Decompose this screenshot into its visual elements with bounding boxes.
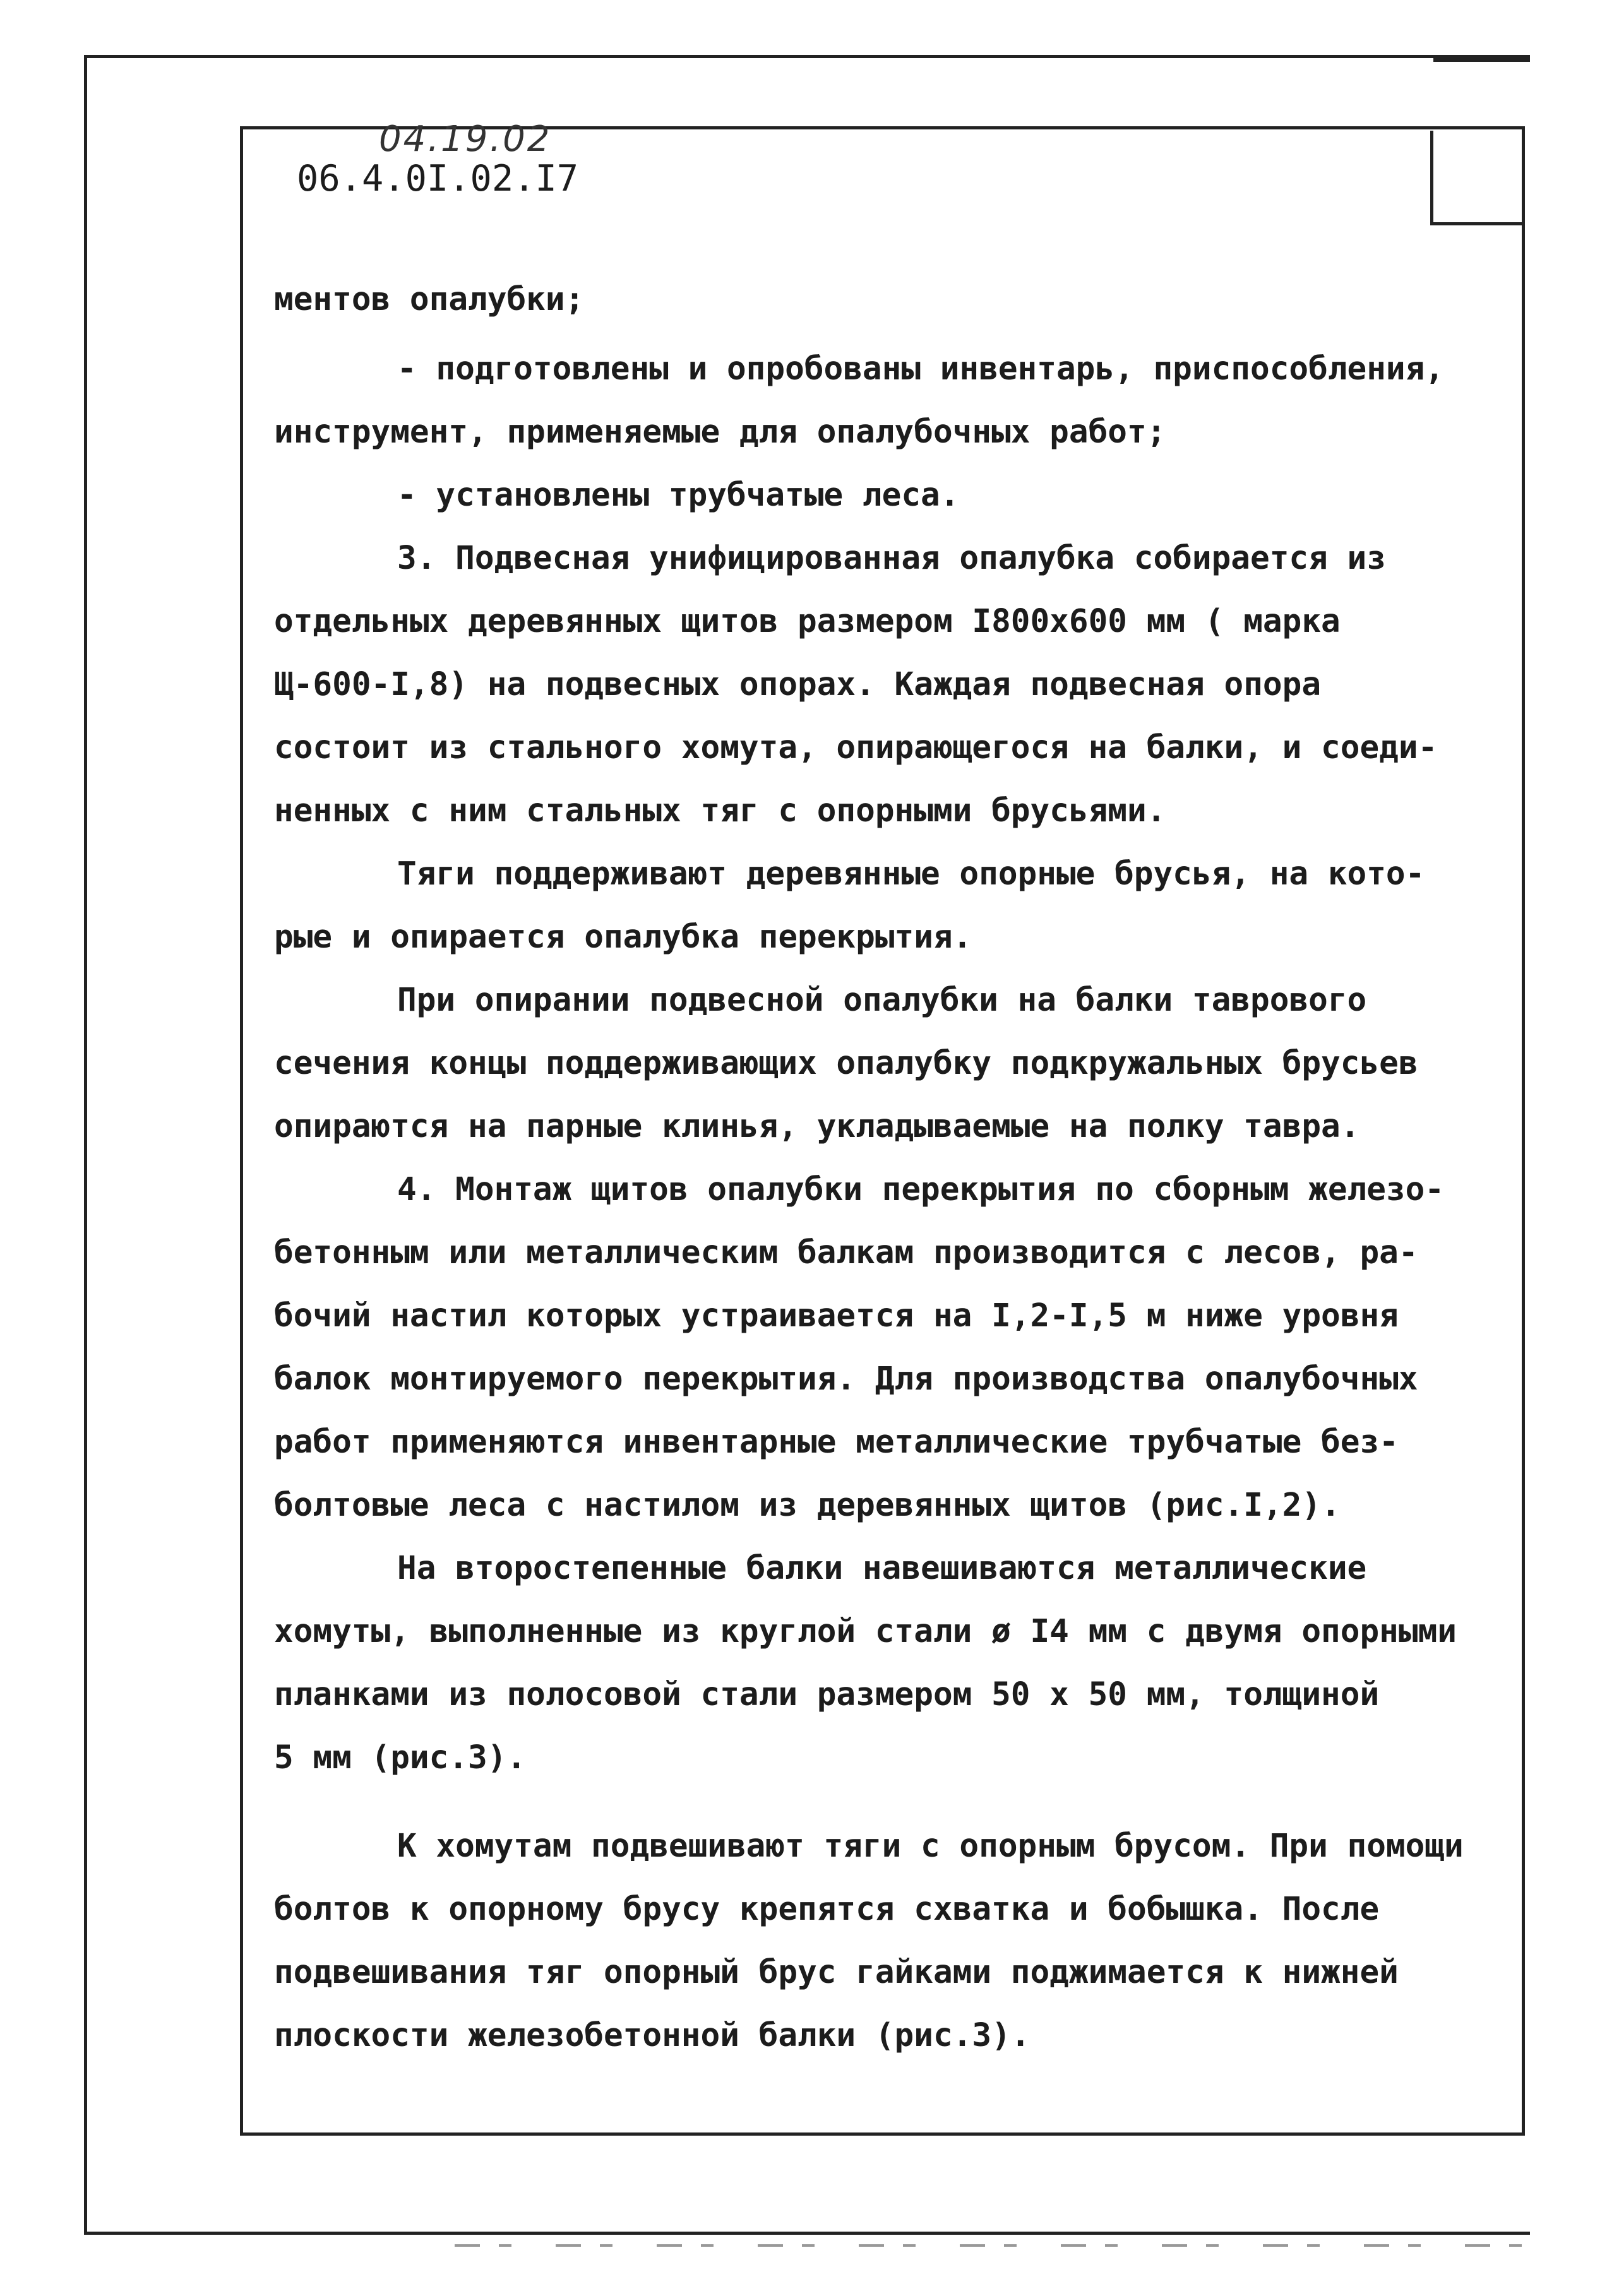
bottom-scan-artifact [455,2244,1528,2247]
text-line: ненных с ним стальных тяг с опорными брусьями. [274,792,1166,830]
body-text [274,268,1512,2067]
text-line: К хомутам подвешивают тяги с опорным брусом. При помощи [397,1828,1464,1865]
text-line: отдельных деревянных щитов размером I800х600 мм ( марка [274,603,1341,640]
text-line: рые и опирается опалубка перекрытия. [274,919,972,956]
text-line: ментов опалубки; [274,281,585,318]
text-line: При опирании подвесной опалубки на балки таврового [397,982,1367,1019]
text-line: бочий настил которых устраивается на I,2-I,5 м ниже уровня [274,1297,1399,1335]
text-line: работ применяются инвентарные металлические трубчатые без- [274,1424,1399,1461]
text-line: болтовые леса с настилом из деревянных щитов (рис.I,2). [274,1487,1341,1524]
document-code: 06.4.0I.02.I7 [297,158,579,199]
text-line: - установлены трубчатые леса. [397,477,960,514]
text-line: болтов к опорному брусу крепятся схватка и бобышка. После [274,1891,1380,1928]
text-line: Тяги поддерживают деревянные опорные брусья, на кото- [397,855,1425,893]
text-line: 4. Монтаж щитов опалубки перекрытия по сборным железо- [397,1171,1445,1208]
text-line: сечения концы поддерживающих опалубку подкружальных брусьев [274,1045,1418,1082]
text-line: 5 мм (рис.3). [274,1739,527,1776]
text-line: балок монтируемого перекрытия. Для производства опалубочных [274,1360,1418,1398]
text-line: бетонным или металлическим балкам производится с лесов, ра- [274,1234,1418,1271]
handwritten-code: 04.19.02 [379,119,552,160]
text-line: 3. Подвесная унифицированная опалубка собирается из [397,540,1386,577]
text-line: опираются на парные клинья, укладываемые на полку тавра. [274,1108,1360,1145]
text-line: плоскости железобетонной балки (рис.3). [274,2017,1031,2054]
text-line: инструмент, применяемые для опалубочных работ; [274,413,1166,451]
text-line: состоит из стального хомута, опирающегося на балки, и соеди- [274,729,1438,766]
text-line: Щ-600-I,8) на подвесных опорах. Каждая подвесная опора [274,666,1322,703]
text-line: - подготовлены и опробованы инвентарь, приспособления, [397,350,1445,388]
outer-frame-top-line [1433,58,1530,62]
text-line: хомуты, выполненные из круглой стали ø I4 мм с двумя опорными [274,1613,1457,1650]
text-line: На второстепенные балки навешиваются металлические [397,1550,1367,1587]
text-line: подвешивания тяг опорный брус гайками поджимается к нижней [274,1954,1399,1991]
text-line: планками из полосовой стали размером 50 х 50 мм, толщиной [274,1676,1380,1713]
page-number-box [1430,131,1524,225]
